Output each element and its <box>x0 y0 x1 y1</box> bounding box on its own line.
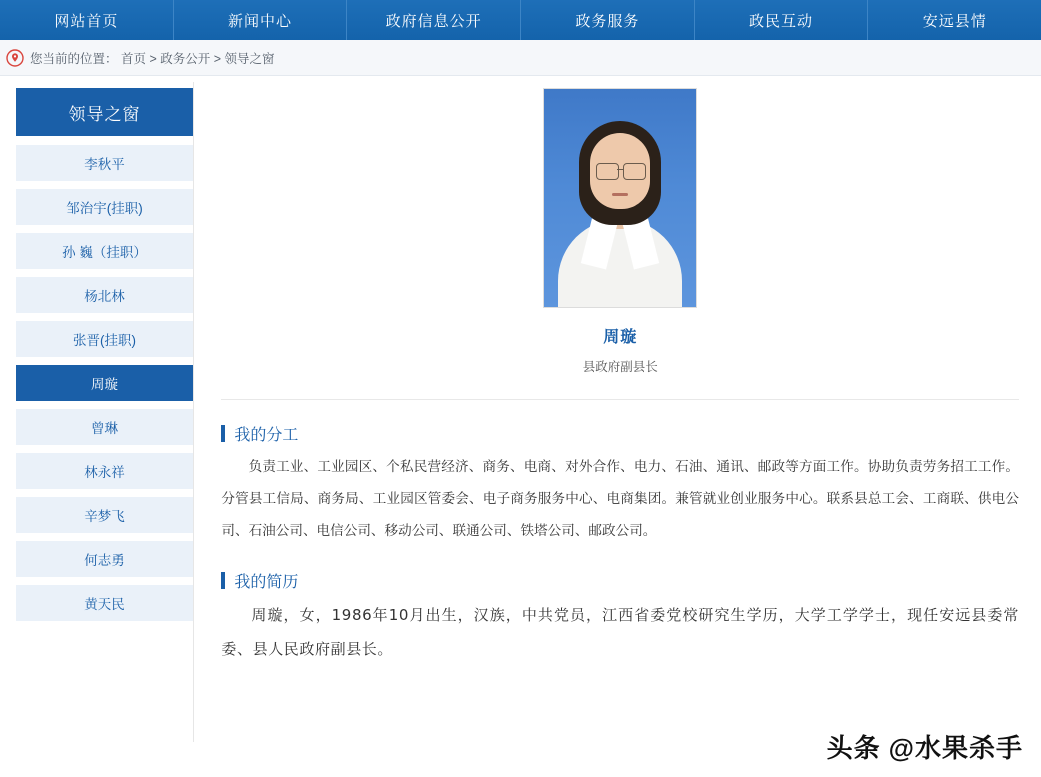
sidebar-item-sun-wei[interactable]: 孙 巍（挂职） <box>16 233 193 269</box>
portrait-photo <box>543 88 697 308</box>
sidebar-item-zou-zhiyu[interactable]: 邹治宇(挂职) <box>16 189 193 225</box>
sidebar <box>0 76 193 776</box>
nav-item-news[interactable] <box>174 0 348 40</box>
sidebar-item-xin-mengfei[interactable]: 辛梦飞 <box>16 497 193 533</box>
top-navigation <box>0 0 1041 40</box>
watermark-handle: @水果杀手 <box>888 733 1023 763</box>
section-accent-bar <box>221 425 225 442</box>
sidebar-title: 领导之窗 <box>16 88 193 136</box>
section-accent-bar <box>221 572 225 589</box>
section-title: 我的分工 <box>234 427 299 444</box>
nav-item-county-overview[interactable] <box>868 0 1041 40</box>
profile-divider <box>221 399 1019 400</box>
nav-item-label: 网站首页 <box>54 12 119 30</box>
nav-item-home[interactable] <box>0 0 174 40</box>
nav-item-label: 安远县情 <box>922 12 987 30</box>
section-header-duties <box>221 422 1019 445</box>
page-body <box>0 76 1041 776</box>
nav-item-label: 政民互动 <box>749 12 814 30</box>
section-body-duties: 负责工业、工业园区、个私民营经济、商务、电商、对外合作、电力、石油、通讯、邮政等方面工作。协助负责劳务招工工作。分管县工信局、商务局、工业园区管委会、电子商务服务中心、电商集团。兼管就业创业服务中心。联系县总工会、工商联、供电公司、石油公司、电信公司、移动公司、联通公司、铁塔公司、邮政公司。 <box>221 459 1019 539</box>
nav-item-label: 新闻中心 <box>228 12 293 30</box>
main-content <box>193 76 1041 776</box>
nav-item-label: 政务服务 <box>575 12 640 30</box>
nav-item-public-interaction[interactable] <box>695 0 869 40</box>
watermark <box>827 728 1023 765</box>
sidebar-item-zhou-xuan[interactable]: 周璇 <box>16 365 193 401</box>
sidebar-item-yang-beilin[interactable]: 杨北林 <box>16 277 193 313</box>
nav-item-label: 政府信息公开 <box>385 12 482 30</box>
profile-name: 周璇 <box>603 329 638 346</box>
nav-item-gov-services[interactable] <box>521 0 695 40</box>
profile-position: 县政府副县长 <box>582 360 658 374</box>
sidebar-item-li-qiuping[interactable]: 李秋平 <box>16 145 193 181</box>
section-body-resume: 周璇，女，1986年10月出生，汉族，中共党员，江西省委党校研究生学历，大学工学学士，现任安远县委常委、县人民政府副县长。 <box>221 606 1019 658</box>
profile-header <box>221 88 1019 375</box>
nav-item-gov-info-disclosure[interactable] <box>347 0 521 40</box>
sidebar-item-zhang-jin[interactable]: 张晋(挂职) <box>16 321 193 357</box>
section-title: 我的简历 <box>234 574 299 591</box>
sidebar-item-he-zhiyong[interactable]: 何志勇 <box>16 541 193 577</box>
watermark-prefix: 头条 <box>826 733 881 763</box>
section-header-resume <box>221 569 1019 592</box>
sidebar-item-huang-tianmin[interactable]: 黄天民 <box>16 585 193 621</box>
sidebar-item-zeng-lin[interactable]: 曾琳 <box>16 409 193 445</box>
breadcrumb <box>0 40 1041 76</box>
sidebar-item-lin-yongxiang[interactable]: 林永祥 <box>16 453 193 489</box>
location-pin-icon <box>0 49 30 67</box>
breadcrumb-text: 您当前的位置： 首页 > 政务公开 > 领导之窗 <box>30 51 275 66</box>
